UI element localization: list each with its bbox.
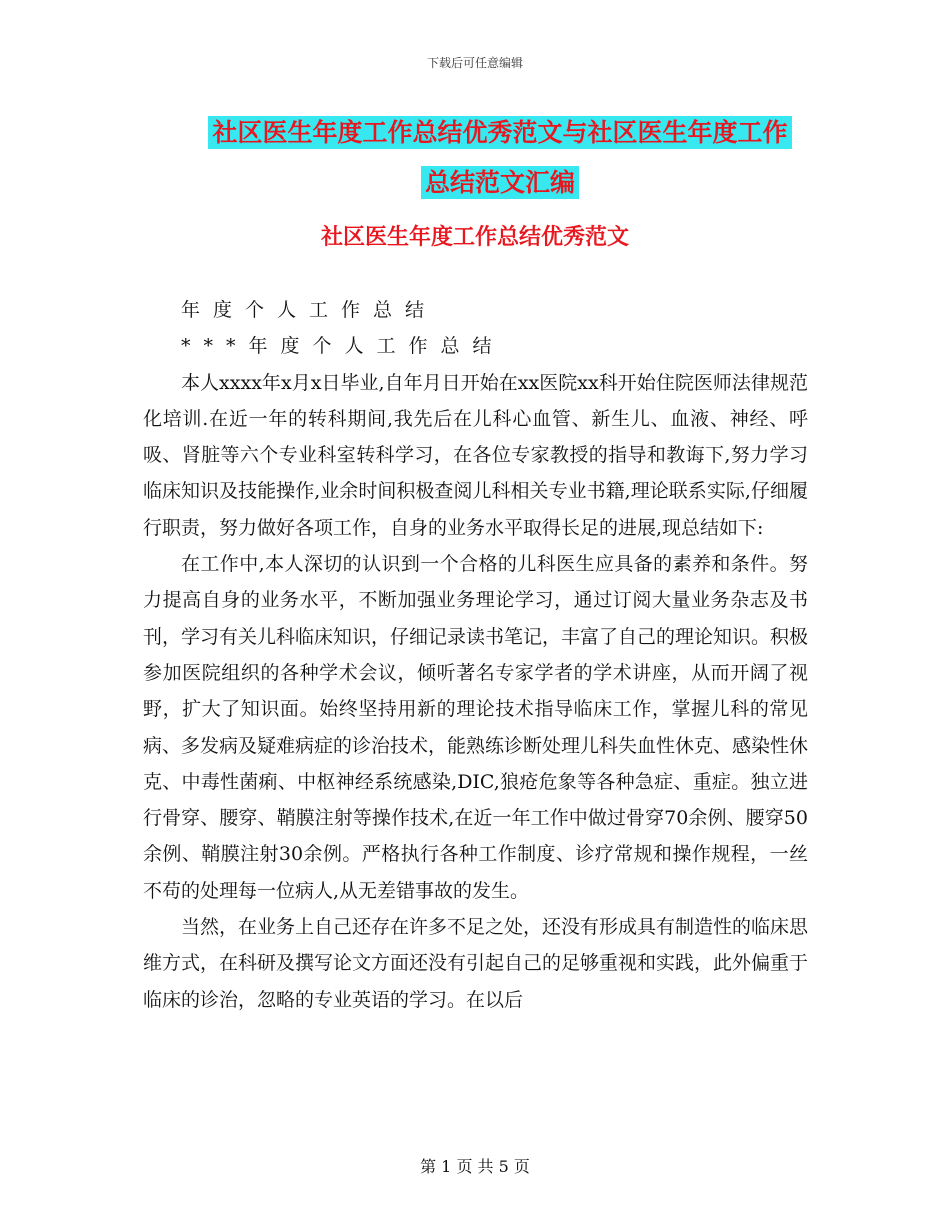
- section-title: 社区医生年度工作总结优秀范文: [320, 225, 629, 250]
- paragraph-2: 在工作中,本人深切的认识到一个合格的儿科医生应具备的素养和条件。努力提高自身的业务水平，不断加强业务理论学习，通过订阅大量业务杂志及书刊，学习有关儿科临床知识，仔细记录读书笔记，丰富了自己的理论知识。积极参加医院组织的各种学术会议，倾听著名专家学者的学术讲座，从而开阔了视野，扩大了知识面。始终坚持用新的理论技术指导临床工作，掌握儿科的常见病、多发病及疑难病症的诊治技术，能熟练诊断处理儿科失血性休克、感染性休克、中毒性菌痢、中枢神经系统感染,DIC,狼疮危象等各种急症、重症。独立进行骨穿、腰穿、鞘膜注射等操作技术,在近一年工作中做过骨穿70余例、腰穿50余例、鞘膜注射30余例。严格执行各种工作制度、诊疗常规和操作规程，一丝不苟的处理每一位病人,从无差错事故的发生。: [143, 553, 809, 902]
- document-title: [190, 108, 810, 208]
- page-header-note: 下载后可任意编辑: [426, 56, 523, 70]
- document-title-line2: 总结范文汇编: [421, 166, 579, 199]
- paragraph-1: 本人xxxx年x月x日毕业,自年月日开始在xx医院xx科开始住院医师法律规范化培训.在近一年的转科期间,我先后在儿科心血管、新生儿、血液、神经、呼吸、肾脏等六个专业科室转科学习，在各位专家教授的指导和教诲下,努力学习临床知识及技能操作,业余时间积极查阅儿科相关专业书籍,理论联系实际,仔细履行职责，努力做好各项工作，自身的业务水平取得长足的进展,现总结如下:: [143, 371, 808, 539]
- heading-annual-summary: 年度个人工作总结: [181, 299, 438, 321]
- document-title-line1: 社区医生年度工作总结优秀范文与社区医生年度工作: [208, 116, 791, 149]
- heading-annual-summary-stars: ***年度个人工作总结: [181, 335, 505, 358]
- document-body: [143, 292, 808, 1018]
- paragraph-3: 当然，在业务上自己还存在许多不足之处，还没有形成具有制造性的临床思维方式，在科研及撰写论文方面还没有引起自己的足够重视和实践，此外偏重于临床的诊治，忽略的专业英语的学习。在以后: [143, 916, 809, 1011]
- page-number: 第 1 页 共 5 页: [420, 1157, 530, 1176]
